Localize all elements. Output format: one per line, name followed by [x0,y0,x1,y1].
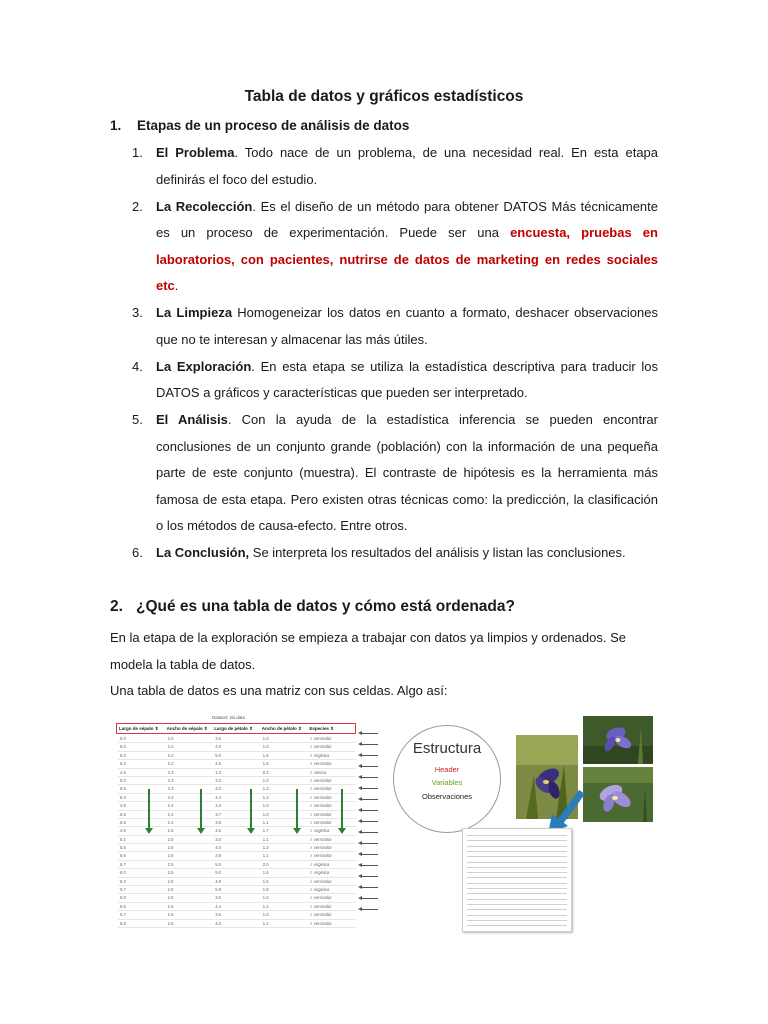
mini-table-line [467,925,567,926]
table-cell: 1.3 [262,794,269,800]
table-row [118,827,356,835]
table-cell: 3.5 [215,736,222,741]
mini-table-line [467,856,567,857]
section-2-number: 2. [110,598,123,615]
table-row [118,769,356,777]
table-cell: 6.3 [120,794,126,800]
mini-table-line [467,909,567,910]
table-cell: 5.0 [215,861,222,867]
step-title: La Conclusión, [156,545,250,560]
table-cell: 4.9 [215,878,222,884]
observation-arrow-icon [360,876,378,877]
step-number: 6. [132,545,143,560]
table-cell: I. versicolor [310,736,332,741]
table-cell: I. versicolor [310,853,332,859]
table-cell: 2.3 [167,794,174,800]
section-1-title: Etapas de un proceso de análisis de datos [137,118,410,133]
section-2-heading [110,598,515,616]
observation-arrows [360,733,380,923]
table-cell: I. versicolor [310,920,332,926]
table-cell: 1.8 [262,887,269,893]
table-cell: 5.6 [120,853,126,859]
step-number: 2. [132,198,143,214]
table-cell: 1.0 [262,736,269,741]
table-cell: 1.2 [262,903,269,909]
table-row [118,802,356,810]
step-text: . En esta etapa se utiliza la estadística descriptiva para traducir los DATOS a gráficos y características que pueden ser interpretado. [156,358,658,400]
observation-arrow-icon [360,810,378,811]
table-body [118,735,356,928]
mini-table-line [467,872,567,873]
table-cell: 2.5 [167,828,174,834]
structure-title: Estructura [412,740,482,757]
table-row [118,911,356,919]
table-header-cell: Ancho de sépalo ⇕ [166,726,208,731]
section-2-paragraph: En la etapa de la exploración se empieza a trabajar con datos ya limpios y ordenados. Se modela la tabla de datos. [110,630,626,672]
table-cell: 1.1 [262,819,269,825]
mini-table-line [467,877,567,878]
table-cell: I. versicolor [310,836,332,842]
table-cell: I. versicolor [310,912,332,918]
table-cell: 2.6 [167,903,174,909]
section-1-heading [110,118,409,133]
iris-table-image [112,715,360,933]
table-cell: 5.5 [120,845,126,851]
table-cell: 2.5 [167,887,174,893]
table-row [118,836,356,844]
step-tail: . [174,278,179,293]
table-cell: I. versicolor [310,845,332,851]
table-cell: 5.7 [120,861,126,867]
step-item [127,407,658,540]
table-cell: 5.0 [215,870,222,876]
observation-arrow-icon [360,788,378,789]
structure-observations-label: Observaciones [421,792,473,801]
mini-table-line [467,904,567,905]
table-cell: 6.0 [120,744,126,750]
step-number: 4. [132,358,143,374]
table-cell: 4.0 [215,744,222,750]
step-number: 3. [132,305,143,320]
variable-arrow-icon [250,789,252,829]
table-row [118,920,356,928]
table-cell: 6.7 [120,887,126,893]
observation-arrow-icon [360,898,378,899]
table-cell: I. virginica [310,828,330,834]
step-text: . Es el diseño de un método para obtener DATOS Más técnicamente es un proceso de experimentación. Puede ser una [156,198,658,240]
steps-list [127,140,658,567]
variable-arrow-icon [148,789,150,829]
table-cell: 5.0 [120,736,126,741]
observation-arrow-icon [360,865,378,866]
mini-table-line [467,915,567,916]
table-cell: 2.5 [167,853,174,859]
table-cell: 1.1 [262,836,269,842]
table-cell: 1.3 [215,769,222,775]
table-row [118,760,356,768]
table-cell: 4.4 [215,794,222,800]
table-cell: 1.0 [262,811,269,817]
table-header-row [116,723,356,734]
table-cell: I. versicolor [310,878,332,884]
table-header-cell: Largo de sépalo ⇕ [119,726,159,731]
step-text: . Con la ayuda de la estadística inferencia se pueden encontrar conclusiones de un conjunto grande (población) con la información de una pequeña parte de este conjunto (muestra). El contraste de hipótesis es la herramienta más famosa de esta etapa. Pero existen otras técnicas como: la predicción, la clasificación o los métodos de causa-efecto. Entre otros. [156,412,658,533]
table-cell: I. versicolor [310,786,332,792]
table-header-cell: Especies ⇕ [309,726,334,731]
table-cell: I. virginica [310,861,330,867]
table-cell: 2.0 [167,736,174,741]
iris-flower-photo [583,716,653,764]
structure-header-label: Header [434,765,460,774]
table-row [118,852,356,860]
table-row [118,752,356,760]
mini-table-line [467,851,567,852]
table-cell: 2.3 [167,777,174,783]
observation-arrow-icon [360,887,378,888]
table-cell: 6.0 [120,870,126,876]
table-cell: 4.4 [215,903,222,909]
step-number: 5. [132,412,143,427]
step-text: Homogeneizar los datos en cuanto a formato, deshacer observaciones que no te interesan y almacenar las más útiles. [156,305,658,347]
table-cell: I. virginica [310,870,330,876]
table-cell: 1.0 [262,803,269,809]
table-cell: 2.6 [167,895,174,901]
table-cell: 2.5 [167,870,174,876]
table-cell: 4.0 [215,920,222,926]
mini-table-line [467,862,567,863]
table-row [118,819,356,827]
table-cell: 2.5 [167,836,174,842]
table-cell: 1.2 [262,920,269,926]
table-caption: Dataset: iris.data [212,715,245,720]
observation-arrow-icon [360,821,378,822]
table-cell: 5.0 [120,895,126,901]
table-cell: 2.2 [167,752,174,758]
table-cell: I. virginica [310,887,330,893]
table-row [118,886,356,894]
table-cell: I. versicolor [310,903,332,909]
mini-table-line [467,835,567,836]
mini-table-line [467,888,567,889]
table-cell: I. versicolor [310,895,332,901]
iris-flower-photo [583,767,653,822]
table-row [118,777,356,785]
table-cell: I. setosa [310,769,327,775]
step-title: El Análisis [156,412,228,427]
step-title: La Limpieza [156,305,233,320]
section-2-intro-line: Una tabla de datos es una matriz con sus celdas. Algo así: [110,683,448,698]
step-number: 1. [132,145,143,160]
step-item [127,194,658,300]
table-row [118,894,356,902]
table-cell: I. versicolor [310,794,332,800]
observation-arrow-icon [360,755,378,756]
table-row [118,743,356,751]
mini-table-line [467,920,567,921]
table-header-cell: Ancho de pétalo ⇕ [261,726,302,731]
table-cell: 5.7 [120,912,126,918]
table-cell: 5.5 [120,819,126,825]
table-cell: 3.7 [215,811,222,817]
table-cell: I. versicolor [310,777,332,783]
structure-variables-label: Variables [431,778,463,787]
table-cell: 3.3 [215,803,222,809]
table-cell: I. versicolor [310,803,332,809]
observation-arrow-icon [360,843,378,844]
table-cell: 3.8 [215,819,222,825]
table-cell: 1.0 [262,777,269,783]
table-cell: 1.5 [262,878,269,884]
structure-diagram [393,725,501,833]
table-cell: 3.9 [215,853,222,859]
step-item [127,140,658,193]
table-cell: 2.2 [167,761,174,767]
table-cell: 2.4 [167,803,174,809]
section-2-title: ¿Qué es una tabla de datos y cómo está ordenada? [136,598,515,615]
table-cell: 6.2 [120,761,126,767]
mini-table-line [467,883,567,884]
variable-arrow-icon [296,789,298,829]
table-cell: 5.0 [215,752,222,758]
table-cell: 4.0 [215,786,222,792]
table-cell: I. virginica [310,752,330,758]
table-cell: 2.6 [167,920,174,926]
table-cell: 1.0 [262,744,269,750]
step-item [127,354,658,407]
table-cell: 4.5 [215,828,222,834]
table-row [118,869,356,877]
observation-arrow-icon [360,777,378,778]
observation-arrow-icon [360,744,378,745]
observation-arrow-icon [360,766,378,767]
table-cell: 2.4 [167,819,174,825]
step-title: La Recolección [156,198,253,214]
section-1-number: 1. [110,118,122,133]
table-cell: 1.0 [262,912,269,918]
observation-arrow-icon [360,733,378,734]
table-cell: 1.7 [262,828,269,834]
table-row [118,844,356,852]
table-cell: 1.3 [262,786,269,792]
observation-arrow-icon [360,854,378,855]
table-cell: I. versicolor [310,811,332,817]
table-cell: I. versicolor [310,744,332,750]
table-cell: 5.5 [120,903,126,909]
table-cell: 5.0 [120,777,126,783]
table-cell: 2.5 [167,845,174,851]
mini-table-thumbnail [462,828,572,932]
table-cell: 4.9 [120,828,126,834]
table-header-cell: Largo de pétalo ⇕ [214,726,253,731]
step-title: El Problema [156,145,235,160]
observation-arrow-icon [360,832,378,833]
table-cell: 4.0 [215,845,222,851]
table-cell: 2.6 [167,912,174,918]
table-cell: 1.1 [262,853,269,859]
table-cell: 6.3 [120,878,126,884]
mini-table-line [467,846,567,847]
table-cell: 3.0 [215,836,222,842]
step-item [127,300,658,353]
step-title: La Exploración [156,358,252,374]
table-cell: 5.1 [120,836,126,842]
mini-table-line [467,899,567,900]
table-cell: 3.3 [215,777,222,783]
table-cell: 1.3 [262,845,269,851]
variable-arrow-icon [341,789,343,829]
observation-arrow-icon [360,909,378,910]
table-row [118,878,356,886]
table-cell: 3.5 [215,912,222,918]
step-text: . Todo nace de un problema, de una necesidad real. En esta etapa definirás el foco del estudio. [156,145,659,187]
table-cell: I. versicolor [310,761,332,767]
step-item [127,540,658,567]
table-cell: 2.5 [167,878,174,884]
table-cell: 2.5 [167,861,174,867]
table-cell: 4.9 [120,803,126,809]
table-cell: 0.3 [262,769,269,775]
table-row [118,861,356,869]
document-title: Tabla de datos y gráficos estadísticos [244,88,524,105]
table-cell: 2.3 [167,769,174,775]
table-cell: 5.8 [120,920,126,926]
table-cell: 4.5 [215,761,222,767]
mini-table-line [467,867,567,868]
table-cell: 1.5 [262,752,269,758]
mini-table-line [467,893,567,894]
table-cell: 3.5 [215,895,222,901]
step-highlight: encuesta, pruebas en laboratorios, con pacientes, nutrirse de datos de marketing en redes sociales etc [156,225,658,293]
table-cell: 2.3 [167,786,174,792]
table-cell: 2.0 [262,861,269,867]
table-cell: 5.5 [120,786,126,792]
table-cell: 5.8 [215,887,222,893]
table-cell: 1.6 [262,870,269,876]
table-cell: 4.5 [120,769,126,775]
table-row [118,811,356,819]
table-row [118,785,356,793]
table-cell: 1.5 [262,761,269,767]
table-cell: 1.0 [262,895,269,901]
table-cell: 2.4 [167,811,174,817]
step-text: Se interpreta los resultados del análisis y listan las conclusiones. [249,545,626,560]
table-cell: 5.5 [120,811,126,817]
table-cell: I. versicolor [310,819,332,825]
table-row [118,794,356,802]
table-cell: 2.2 [167,744,174,750]
data-table-figure [112,715,360,933]
observation-arrow-icon [360,799,378,800]
table-row [118,903,356,911]
table-row [118,735,356,743]
mini-table-line [467,840,567,841]
table-cell: 6.0 [120,752,126,758]
variable-arrow-icon [200,789,202,829]
